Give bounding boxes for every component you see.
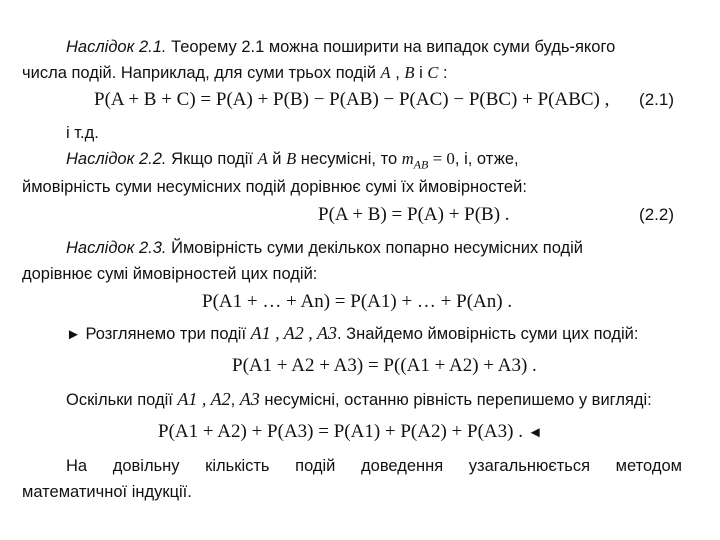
proof-text-c: Оскільки події: [66, 391, 178, 409]
corollary-2-3-line1: [66, 237, 682, 259]
corollary-2-3-label: Наслідок 2.3.: [66, 239, 167, 257]
conjunction: й: [267, 150, 287, 168]
proof-line2: [66, 388, 682, 411]
events-1-2: A1 , A2: [177, 389, 231, 409]
colon: :: [438, 64, 448, 82]
event-a: A: [257, 149, 268, 168]
proof-line1: [66, 322, 682, 346]
proof-formula-2: [158, 419, 543, 446]
corollary-2-2-text-b: несумісні, то: [296, 150, 402, 168]
corollary-2-1-line2: [22, 62, 682, 84]
event-c: C: [427, 63, 439, 82]
corollary-2-1-text2: числа подій. Наприклад, для суми трьох подій: [22, 64, 381, 82]
corollary-2-2-line1: [66, 148, 682, 175]
corollary-2-1-text: Теорему 2.1 можна поширити на випадок суми будь-якого: [166, 38, 616, 56]
event-3: A3: [239, 389, 260, 409]
corollary-2-2-text-c: , і, отже,: [454, 150, 519, 168]
comma: ,: [230, 391, 240, 409]
corollary-2-1-line1: [66, 36, 682, 58]
m-subscript: AB: [413, 157, 429, 172]
final-line1: На довільну кількість подій доведення узагальнюється методом: [66, 457, 682, 475]
proof-text-a: Розглянемо три події: [80, 325, 251, 343]
corollary-2-2-label: Наслідок 2.2.: [66, 150, 167, 168]
proof-text-b: . Знайдемо ймовірність суми цих подій:: [336, 325, 639, 343]
formula-number-2-2: (2.2): [639, 205, 674, 224]
corollary-2-2-text-a: Якщо події: [166, 150, 258, 168]
m-symbol: m: [401, 149, 414, 168]
corollary-2-3-text: Ймовірність суми декількох попарно несумісних подій: [166, 239, 584, 257]
proof-start-marker: ►: [66, 326, 81, 343]
m-equals-zero: = 0: [428, 149, 455, 168]
formula-2-3: P(A1 + … + An) = P(A1) + … + P(An) .: [202, 291, 513, 312]
formula-number-2-1: (2.1): [639, 90, 674, 109]
conjunction: і: [414, 64, 428, 82]
formula-2-2: P(A + B) = P(A) + P(B) .: [318, 204, 510, 225]
formula-2-1: P(A + B + C) = P(A) + P(B) − P(AB) − P(AC) − P(BC) + P(ABC) ,: [94, 89, 610, 110]
corollary-2-2-line2: ймовірність суми несумісних подій дорівнює сумі їх ймовірностей:: [22, 178, 527, 196]
event-a: A: [380, 63, 391, 82]
final-line2: математичної індукції.: [22, 483, 192, 501]
proof-formula-2-text: P(A1 + A2) + P(A3) = P(A1) + P(A2) + P(A3) .: [158, 421, 523, 442]
separator: ,: [390, 64, 405, 82]
event-b: B: [404, 63, 415, 82]
corollary-2-3-line2: дорівнює сумі ймовірностей цих подій:: [22, 265, 318, 283]
corollary-2-1-label: Наслідок 2.1.: [66, 38, 167, 56]
proof-end-marker: ◄: [527, 424, 543, 441]
etc-line: і т.д.: [66, 124, 99, 142]
proof-formula-1: P(A1 + A2 + A3) = P((A1 + A2) + A3) .: [232, 355, 537, 376]
proof-events: A1 , A2 , A3: [250, 323, 337, 343]
proof-text-d: несумісні, останню рівність перепишемо у вигляді:: [259, 391, 652, 409]
event-b: B: [286, 149, 297, 168]
